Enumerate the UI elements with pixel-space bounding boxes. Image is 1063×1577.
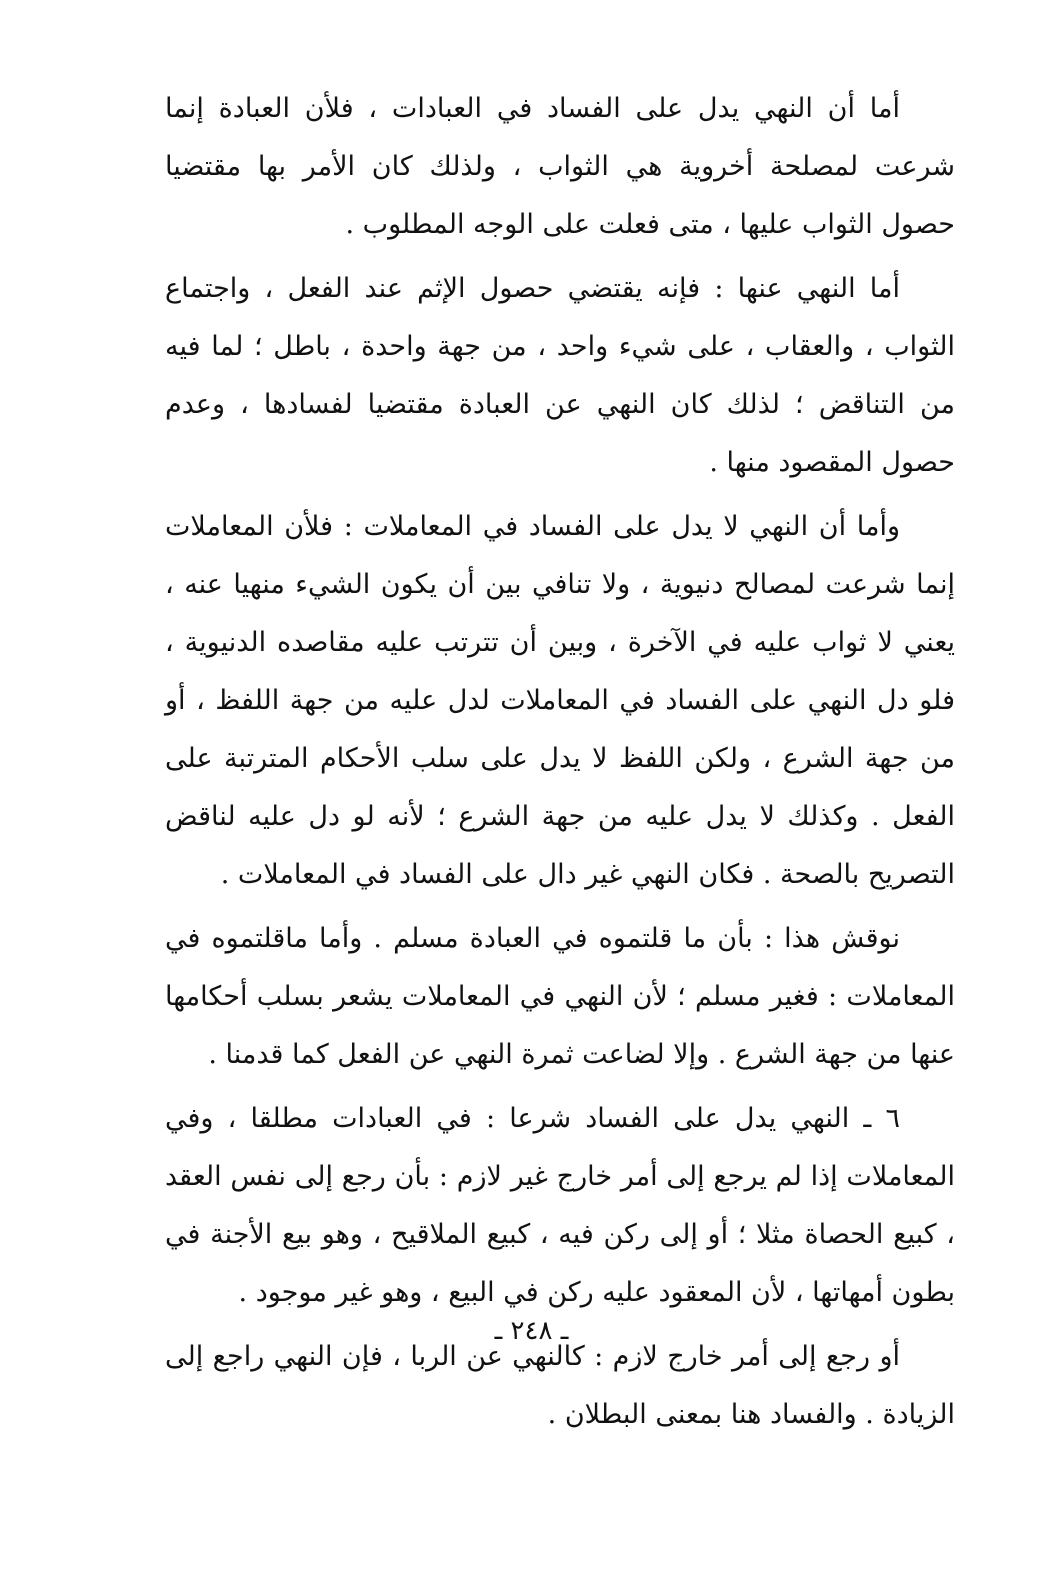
paragraph-4: نوقش هذا : بأن ما قلتموه في العبادة مسلم . وأما ماقلتموه في المعاملات : فغير مسلم ؛ لأن النهي في المعاملات يشعر بسلب أحكامها عنها من جهة الشرع . وإلا لضاعت ثمرة النهي عن الفعل كما قدمنا .: [165, 923, 955, 1070]
page-body: [165, 80, 955, 1444]
paragraph-2: أما النهي عنها : فإنه يقتضي حصول الإثم عند الفعل ، واجتماع الثواب ، والعقاب ، على شيء واحد ، من جهة واحدة ، باطل ؛ لما فيه من التناقض ؛ لذلك كان النهي عن العبادة مقتضيا لفسادها ، وعدم حصول المقصود منها .: [165, 273, 955, 478]
paragraph-1: أما أن النهي يدل على الفساد في العبادات ، فلأن العبادة إنما شرعت لمصلحة أخروية هي الثواب ، ولذلك كان الأمر بها مقتضيا حصول الثواب عليها ، متى فعلت على الوجه المطلوب .: [165, 93, 955, 240]
paragraph-5: ٦ ـ النهي يدل على الفساد شرعا : في العبادات مطلقا ، وفي المعاملات إذا لم يرجع إلى أمر خارج غير لازم : بأن رجع إلى نفس العقد ، كبيع الحصاة مثلا ؛ أو إلى ركن فيه ، كبيع الملاقيح ، وهو بيع الأجنة في بطون أمهاتها ، لأن المعقود عليه ركن في البيع ، وهو غير موجود .: [165, 1103, 955, 1308]
page-number: ـ ٢٤٨ ـ: [494, 1316, 569, 1346]
paragraph-6: أو رجع إلى أمر خارج لازم : كالنهي عن الربا ، فإن النهي راجع إلى الزيادة . والفساد هنا بمعنى البطلان .: [165, 1341, 955, 1430]
paragraph-3: وأما أن النهي لا يدل على الفساد في المعاملات : فلأن المعاملات إنما شرعت لمصالح دنيوية ، ولا تنافي بين أن يكون الشيء منهيا عنه ، يعني لا ثواب عليه في الآخرة ، وبين أن تترتب عليه مقاصده الدنيوية ، فلو دل النهي على الفساد في المعاملات لدل عليه من جهة اللفظ ، أو من جهة الشرع ، ولكن اللفظ لا يدل على سلب الأحكام المترتبة على الفعل . وكذلك لا يدل عليه من جهة الشرع ؛ لأنه لو دل عليه لناقض التصريح بالصحة . فكان النهي غير دال على الفساد في المعاملات .: [165, 511, 955, 890]
